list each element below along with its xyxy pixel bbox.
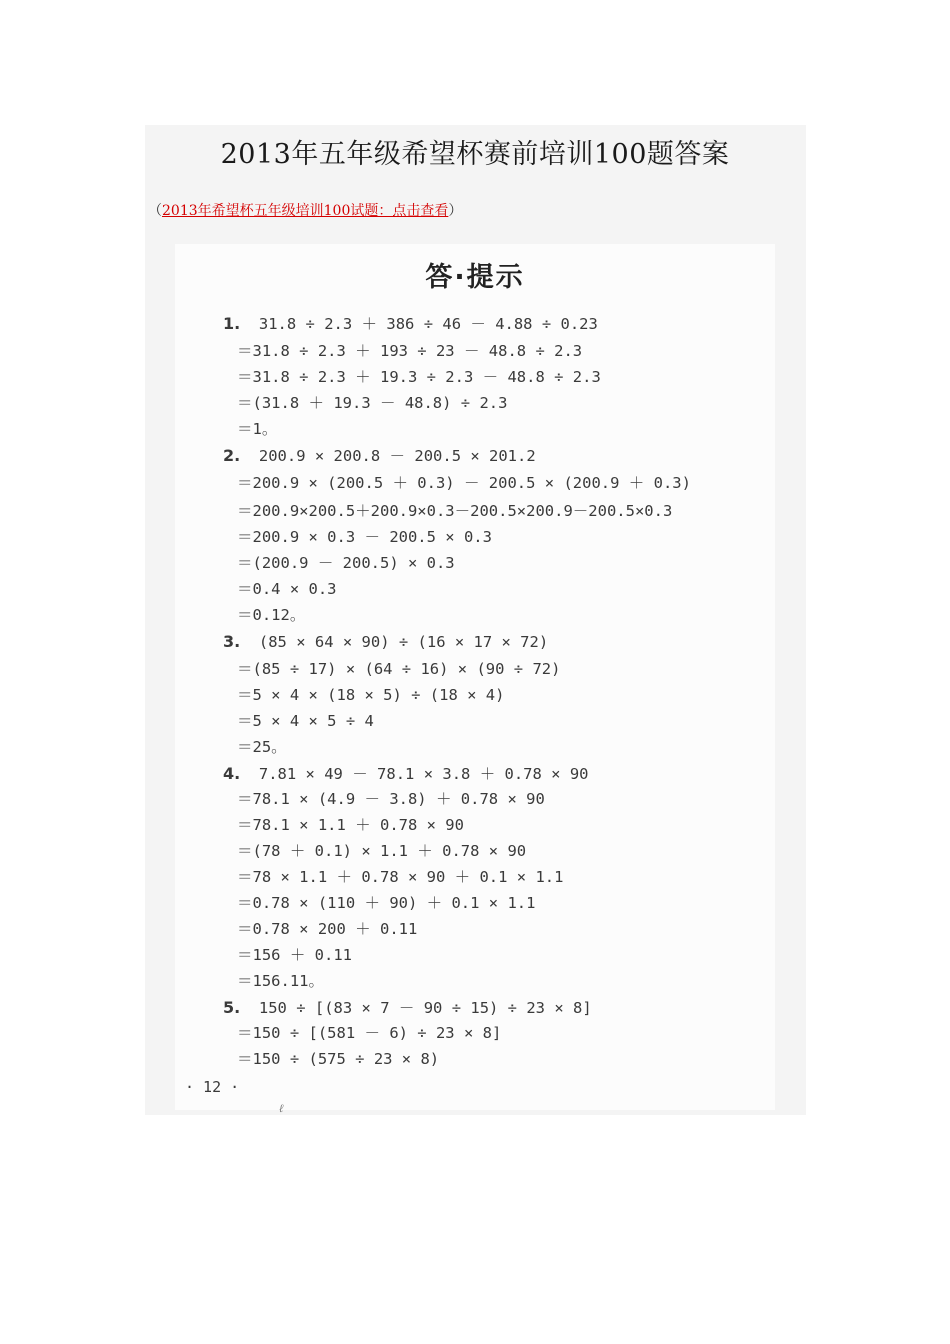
answer-line [223,1000,592,1017]
answer-expression: 31.8 ÷ 2.3 ＋ 386 ÷ 46 － 4.88 ÷ 0.23 [258,315,598,333]
answer-line [237,948,352,964]
answer-expression: ＝0.12。 [237,606,306,624]
answer-expression: ＝150 ÷ [(581 － 6) ÷ 23 × 8] [237,1024,502,1042]
answer-line [237,1026,501,1042]
answer-line [237,974,324,990]
answer-line [223,448,536,465]
answer-line [237,688,504,704]
problem-number: 1. [223,314,241,333]
answer-expression: ＝5 × 4 × (18 × 5) ÷ (18 × 4) [237,686,505,704]
answer-line [237,922,417,938]
problem-number: 4. [223,764,241,783]
answer-line [237,870,563,886]
answer-expression: ＝(78 ＋ 0.1) × 1.1 ＋ 0.78 × 90 [237,842,527,860]
problem-number: 5. [223,998,241,1017]
answer-line [237,530,492,546]
answer-line [237,792,545,808]
answer-expression: ＝25。 [237,738,287,756]
answer-expression: (85 × 64 × 90) ÷ (16 × 17 × 72) [258,633,549,651]
stray-mark: ℓ [278,1102,285,1115]
answer-line [237,896,535,912]
answer-expression: ＝(85 ÷ 17) × (64 ÷ 16) × (90 ÷ 72) [237,660,561,678]
answer-expression: ＝78.1 × 1.1 ＋ 0.78 × 90 [237,816,464,834]
answer-line [237,818,464,834]
answer-expression: ＝31.8 ÷ 2.3 ＋ 19.3 ÷ 2.3 － 48.8 ÷ 2.3 [237,368,601,386]
answer-line [237,370,601,386]
answer-line [237,344,582,360]
answer-line [223,634,548,651]
answer-expression: ＝31.8 ÷ 2.3 ＋ 193 ÷ 23 － 48.8 ÷ 2.3 [237,342,583,360]
answer-line [237,714,374,730]
view-questions-link[interactable]: 2013年希望杯五年级培训100试题：点击查看 [162,203,449,219]
answer-expression: ＝200.9×200.5＋200.9×0.3－200.5×200.9－200.5×0.3 [237,502,673,520]
answer-expression: ＝200.9 × (200.5 ＋ 0.3) － 200.5 × (200.9 ＋ 0.3) [237,474,691,492]
problem-number: 3. [223,632,241,651]
subtitle [148,200,462,220]
answer-expression: ＝150 ÷ (575 ÷ 23 × 8) [237,1050,440,1068]
answer-expression: 200.9 × 200.8 － 200.5 × 201.2 [258,447,536,465]
answer-expression: ＝5 × 4 × 5 ÷ 4 [237,712,374,730]
answer-line [237,582,337,598]
answer-line [237,662,560,678]
answer-line [237,556,455,572]
answer-expression: ＝78.1 × (4.9 － 3.8) ＋ 0.78 × 90 [237,790,545,808]
answer-line [237,1052,439,1068]
subtitle-close-paren: ） [448,203,463,219]
problem-number: 2. [223,446,241,465]
scan-heading: 答·提示 [425,262,525,293]
answer-expression: ＝0.78 × (110 ＋ 90) ＋ 0.1 × 1.1 [237,894,536,912]
subtitle-open-paren: （ [148,203,162,219]
answer-line [223,766,589,783]
answer-expression: ＝0.78 × 200 ＋ 0.11 [237,920,418,938]
scanned-answer-image [175,244,775,1115]
answer-expression: ＝156 ＋ 0.11 [237,946,352,964]
answer-expression: 150 ÷ [(83 × 7 － 90 ÷ 15) ÷ 23 × 8] [258,999,592,1017]
answer-line [237,740,287,756]
answer-line [237,504,672,520]
answer-expression: ＝78 × 1.1 ＋ 0.78 × 90 ＋ 0.1 × 1.1 [237,868,564,886]
page-title: 2013年五年级希望杯赛前培训100题答案 [220,139,730,170]
answer-expression: ＝(200.9 － 200.5) × 0.3 [237,554,455,572]
answer-expression: ＝(31.8 ＋ 19.3 － 48.8) ÷ 2.3 [237,394,508,412]
answer-line [237,608,305,624]
answer-expression: ＝156.11。 [237,972,324,990]
answer-expression: ＝1。 [237,420,278,438]
answer-expression: 7.81 × 49 － 78.1 × 3.8 ＋ 0.78 × 90 [258,765,589,783]
answer-line [237,844,526,860]
answer-line [237,422,277,438]
answer-line [237,476,691,492]
answer-expression: ＝200.9 × 0.3 － 200.5 × 0.3 [237,528,492,546]
answer-expression: ＝0.4 × 0.3 [237,580,337,598]
page-number: · 12 · [185,1078,240,1096]
answer-line [223,316,598,333]
answer-line [237,396,507,412]
